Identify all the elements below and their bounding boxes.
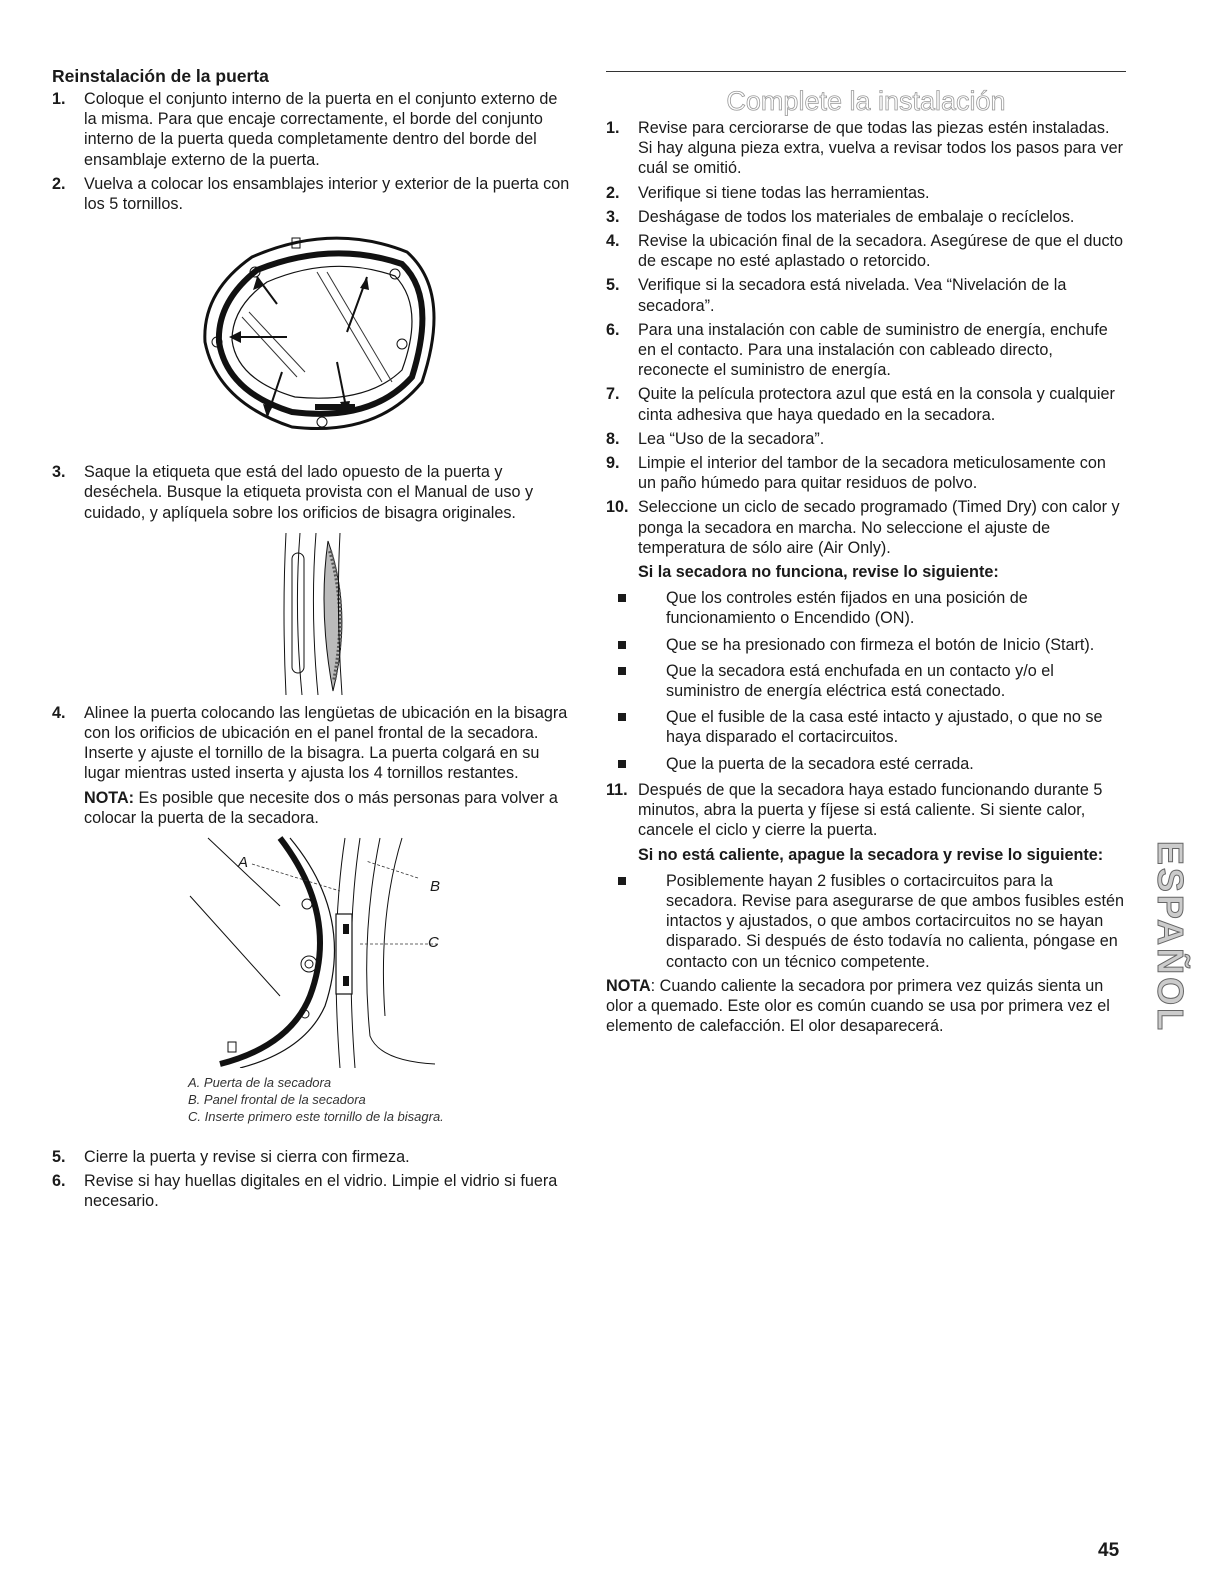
check1-bullet-5 [606, 754, 1126, 774]
right-step-2 [606, 183, 1126, 203]
right-step-10 [606, 497, 1126, 558]
step-text: Verifique si la secadora está nivelada. Vea “Nivelación de la secadora”. [638, 276, 1067, 315]
step-number: 3. [52, 463, 66, 482]
right-step-3 [606, 207, 1126, 227]
right-step-4 [606, 231, 1126, 271]
bullet-square-icon [618, 667, 626, 675]
step-6 [52, 1171, 572, 1211]
language-side-tab-label: ESPAÑOL [1150, 840, 1191, 1034]
check1-bullet-4 [606, 707, 1126, 747]
step-3 [52, 462, 572, 523]
check1-heading: Si la secadora no funciona, revise lo siguiente: [638, 563, 999, 582]
right-step-1 [606, 118, 1126, 179]
check1-bullet-3 [606, 661, 1126, 701]
step-text: Alinee la puerta colocando las lengüetas de ubicación en la bisagra con los orificios de ubicación en el panel frontal de la secadora. Inserte y ajuste el tornillo de la bisagra. La puerta colgará en su lugar mientras usted inserta y ajusta los 4 tornillos restantes. [84, 703, 568, 783]
section-heading-reinstall-door: Reinstalación de la puerta [52, 66, 269, 86]
callout-c: C [428, 934, 439, 952]
final-note-label: NOTA [606, 976, 651, 995]
right-step-7 [606, 384, 1126, 424]
step-text: Saque la etiqueta que está del lado opuesto de la puerta y deséchela. Busque la etiqueta provista con el Manual de uso y cuidado, y aplíquela sobre los orificios de bisagra originales. [84, 463, 534, 522]
bullet-text: Que la puerta de la secadora esté cerrada. [666, 754, 974, 773]
step-text: Revise la ubicación final de la secadora. Asegúrese de que el ducto de escape no esté aplastado o retorcido. [638, 232, 1124, 271]
step-text: Deshágase de todos los materiales de embalaje o recíclelos. [638, 207, 1075, 226]
step-5 [52, 1147, 572, 1167]
step-number: 7. [606, 385, 620, 404]
bullet-square-icon [618, 760, 626, 768]
step-4 [52, 703, 572, 784]
step-number: 2. [606, 183, 620, 202]
step-text: Limpie el interior del tambor de la secadora meticulosamente con un paño húmedo para quitar residuos de polvo. [638, 454, 1106, 493]
bullet-text: Posiblemente hayan 2 fusibles o cortacircuitos para la secadora. Revise para asegurarse de que ambos fusibles estén intactos y ajustados, o que ambos cortacircuitos no se hayan disparado. Si después de ésto todavía no calienta, póngase en contacto con un técnico competente. [666, 871, 1125, 971]
step-text: Después de que la secadora haya estado funcionando durante 5 minutos, abra la puerta y fíjese si está caliente. Si siente calor, cancele el ciclo y cierre la puerta. [638, 780, 1103, 840]
step-text: Coloque el conjunto interno de la puerta en el conjunto externo de la misma. Para que encaje correctamente, el borde del conjunto interno de la puerta queda completamente dentro del borde del ensamblaje externo de la puerta. [84, 90, 558, 169]
bullet-text: Que el fusible de la casa esté intacto y ajustado, o que no se haya disparado el cortacircuitos. [666, 708, 1103, 747]
step-text: Quite la película protectora azul que está en la consola y cualquier cinta adhesiva que haya quedado en la secadora. [638, 385, 1115, 424]
note-two-people [52, 788, 572, 828]
step-text: Cierre la puerta y revise si cierra con firmeza. [84, 1148, 410, 1167]
bullet-text: Que se ha presionado con firmeza el botón de Inicio (Start). [666, 635, 1095, 654]
left-column [52, 66, 572, 1212]
step-number: 8. [606, 429, 620, 448]
right-step-8 [606, 429, 1126, 449]
step-number: 4. [52, 703, 66, 722]
bullet-square-icon [618, 594, 626, 602]
bullet-square-icon [618, 641, 626, 649]
check1-bullet-2 [606, 635, 1126, 655]
right-step-6 [606, 320, 1126, 381]
step-number: 5. [606, 276, 620, 295]
figure-captions [188, 1074, 572, 1125]
step-text: Revise si hay huellas digitales en el vidrio. Limpie el vidrio si fuera necesario. [84, 1172, 558, 1211]
step-number: 11. [606, 780, 628, 799]
caption-c: C. Inserte primero este tornillo de la bisagra. [188, 1109, 444, 1125]
section-title-complete-install: Complete la instalación [726, 86, 1006, 116]
page-number: 45 [1098, 1540, 1120, 1561]
final-note [606, 976, 1126, 1037]
caption-a: A. Puerta de la secadora [188, 1075, 332, 1091]
door-assembly-illustration [197, 232, 467, 442]
callout-b: B [430, 878, 441, 896]
right-step-5 [606, 275, 1126, 315]
note-label: NOTA: [84, 788, 135, 807]
right-step-11 [606, 780, 1126, 841]
bullet-text: Que la secadora está enchufada en un contacto y/o el suministro de energía eléctrica está conectado. [666, 661, 1054, 701]
step-text: Para una instalación con cable de suministro de energía, enchufe en el contacto. Para una instalación con cableado directo, reconecte el suministro de energía. [638, 320, 1108, 380]
step-text: Lea “Uso de la secadora”. [638, 429, 825, 448]
step-1 [52, 89, 572, 170]
step-number: 10. [606, 498, 629, 517]
caption-b: B. Panel frontal de la secadora [188, 1092, 366, 1108]
step-number: 6. [52, 1172, 66, 1191]
step-number: 4. [606, 232, 620, 251]
language-side-tab [1150, 817, 1191, 1057]
hinge-alignment-illustration [180, 836, 460, 1068]
right-step-9 [606, 453, 1126, 493]
step-number: 6. [606, 320, 620, 339]
step-number: 2. [52, 174, 66, 193]
hinge-label-illustration [278, 531, 368, 699]
step-text: Verifique si tiene todas las herramientas. [638, 183, 930, 202]
step-2 [52, 174, 572, 214]
step-text: Revise para cerciorarse de que todas las piezas estén instaladas. Si hay alguna pieza extra, vuelva a revisar todos los pasos para ver cuál se omitió. [638, 119, 1123, 178]
callout-a: A [238, 854, 249, 872]
check2-bullet-1 [606, 871, 1126, 972]
step-number: 5. [52, 1148, 66, 1167]
final-note-text: : Cuando caliente la secadora por primera vez quizás sienta un olor a quemado. Este olor es común cuando se usa por primera vez el elemento de calefacción. El olor desaparecerá. [606, 976, 1110, 1036]
step-text: Seleccione un ciclo de secado programado (Timed Dry) con calor y ponga la secadora en marcha. No seleccione el ajuste de temperatura de sólo aire (Air Only). [638, 498, 1120, 557]
step-number: 9. [606, 454, 620, 473]
step-text: Vuelva a colocar los ensamblajes interior y exterior de la puerta con los 5 tornillos. [84, 174, 570, 214]
step-number: 1. [52, 90, 66, 108]
step-number: 3. [606, 207, 620, 226]
note-text: Es posible que necesite dos o más personas para volver a colocar la puerta de la secadora. [84, 788, 558, 827]
bullet-text: Que los controles estén fijados en una posición de funcionamiento o Encendido (ON). [666, 589, 1028, 628]
section-rule [606, 71, 1126, 72]
right-column [606, 118, 1126, 1036]
bullet-square-icon [618, 713, 626, 721]
bullet-square-icon [618, 877, 626, 885]
step-number: 1. [606, 119, 620, 137]
check1-bullet-1 [606, 588, 1126, 628]
check2-heading: Si no está caliente, apague la secadora y revise lo siguiente: [638, 845, 1104, 864]
